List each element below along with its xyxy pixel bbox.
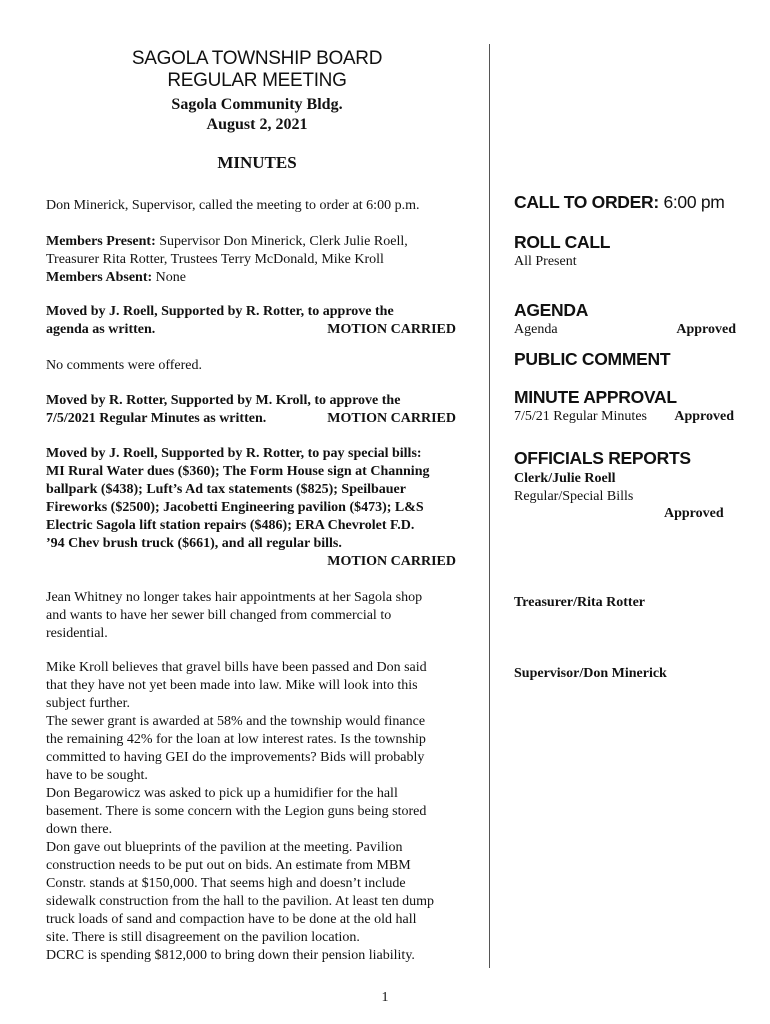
members-present-line-1: Supervisor Don Minerick, Clerk Julie Roell,	[159, 234, 408, 249]
roll-call-heading: ROLL CALL	[514, 232, 611, 252]
call-to-order-time: 6:00 pm	[663, 192, 725, 212]
supervisor-line: subject further.	[46, 696, 130, 711]
column-divider	[489, 44, 490, 968]
meeting-date: August 2, 2021	[206, 116, 308, 133]
bills-line: Electric Sagola lift station repairs ($486); ERA Chevrolet F.D.	[46, 518, 415, 533]
meeting-location: Sagola Community Bldg.	[171, 96, 343, 113]
minute-approval-status: Approved	[674, 409, 734, 424]
agenda-motion-line-2: agenda as written.	[46, 322, 156, 337]
supervisor-line: Constr. stands at $150,000. That seems high and doesn’t include	[46, 876, 406, 891]
public-comment-heading: PUBLIC COMMENT	[514, 349, 671, 369]
bills-line: ballpark ($438); Luft’s Ad tax statements ($825); Speilbauer	[46, 482, 406, 497]
public-comment-text: No comments were offered.	[46, 358, 203, 373]
supervisor-line: construction needs to be put out on bids. An estimate from MBM	[46, 858, 411, 873]
minutes-motion	[46, 392, 466, 428]
clerk-label: Clerk/Julie Roell	[514, 471, 616, 486]
agenda-status: Approved	[676, 322, 736, 337]
supervisor-line: sidewalk construction from the hall to the pavilion. At least ten dump	[46, 894, 435, 909]
members-present-line-2: Treasurer Rita Rotter, Trustees Terry McDonald, Mike Kroll	[46, 252, 384, 267]
supervisor-line: Don gave out blueprints of the pavilion at the meeting. Pavilion	[46, 840, 403, 855]
title-line-2: REGULAR MEETING	[167, 70, 347, 91]
supervisor-line: The sewer grant is awarded at 58% and the township would finance	[46, 714, 426, 729]
treasurer-line: residential.	[46, 626, 108, 641]
supervisor-line: have to be sought.	[46, 768, 148, 783]
supervisor-line: Don Begarowicz was asked to pick up a humidifier for the hall	[46, 786, 398, 801]
roll-call-value: All Present	[514, 254, 577, 269]
supervisor-line: committed to having GEI do the improvements? Bids will probably	[46, 750, 425, 765]
bills-line: ’94 Chev brush truck ($661), and all regular bills.	[46, 536, 342, 551]
call-to-order-text: Don Minerick, Supervisor, called the meeting to order at 6:00 p.m.	[46, 198, 420, 213]
members-present-label: Members Present:	[46, 234, 156, 249]
title-line-1: SAGOLA TOWNSHIP BOARD	[131, 48, 383, 69]
supervisor-label: Supervisor/Don Minerick	[514, 666, 667, 681]
minute-approval-item: 7/5/21 Regular Minutes	[514, 409, 647, 424]
clerk-status: Approved	[664, 506, 724, 521]
agenda-motion-line-1: Moved by J. Roell, Supported by R. Rotter, to approve the	[46, 304, 394, 319]
page-number: 1	[381, 990, 389, 1005]
agenda-row	[514, 321, 736, 339]
members-block	[46, 233, 466, 287]
supervisor-line: basement. There is some concern with the Legion guns being stored	[46, 804, 427, 819]
supervisor-line: down there.	[46, 822, 113, 837]
supervisor-line: that they have not yet been made into law. Mike will look into this	[46, 678, 418, 693]
supervisor-report-text	[46, 659, 466, 965]
agenda-motion-result: MOTION CARRIED	[327, 322, 456, 337]
clerk-item: Regular/Special Bills	[514, 489, 634, 504]
supervisor-line: Mike Kroll believes that gravel bills have been passed and Don said	[46, 660, 427, 675]
treasurer-label: Treasurer/Rita Rotter	[514, 595, 646, 610]
supervisor-line: truck loads of sand and compaction have to be done at the old hall	[46, 912, 417, 927]
supervisor-line: the remaining 42% for the loan at low interest rates. Is the township	[46, 732, 426, 747]
document-header	[40, 48, 474, 173]
supervisor-line: DCRC is spending $812,000 to bring down their pension liability.	[46, 948, 415, 963]
members-absent-label: Members Absent:	[46, 270, 153, 285]
bills-line: Fireworks ($2500); Jacobetti Engineering pavilion ($473); L&S	[46, 500, 424, 515]
treasurer-report-text	[46, 589, 466, 643]
agenda-item: Agenda	[514, 322, 558, 337]
members-absent-value: None	[155, 270, 186, 285]
officials-reports-heading: OFFICIALS REPORTS	[514, 448, 691, 468]
minutes-motion-line-1: Moved by R. Rotter, Supported by M. Kroll, to approve the	[46, 393, 401, 408]
call-to-order-label: CALL TO ORDER:	[514, 192, 659, 212]
minutes-motion-line-2: 7/5/2021 Regular Minutes as written.	[46, 411, 267, 426]
minutes-heading: MINUTES	[217, 153, 297, 172]
bills-motion-result: MOTION CARRIED	[327, 554, 456, 569]
bills-line: Moved by J. Roell, Supported by R. Rotter, to pay special bills:	[46, 446, 422, 461]
agenda-motion	[46, 303, 466, 339]
bills-line: MI Rural Water dues ($360); The Form House sign at Channing	[46, 464, 430, 479]
call-to-order-heading	[514, 191, 725, 213]
minutes-motion-result: MOTION CARRIED	[327, 411, 456, 426]
treasurer-line: Jean Whitney no longer takes hair appointments at her Sagola shop	[46, 590, 423, 605]
minute-approval-row	[514, 408, 734, 426]
minute-approval-heading: MINUTE APPROVAL	[514, 387, 677, 407]
agenda-heading: AGENDA	[514, 300, 589, 320]
bills-motion	[46, 445, 466, 571]
supervisor-line: site. There is still disagreement on the pavilion location.	[46, 930, 360, 945]
treasurer-line: and wants to have her sewer bill changed from commercial to	[46, 608, 392, 623]
